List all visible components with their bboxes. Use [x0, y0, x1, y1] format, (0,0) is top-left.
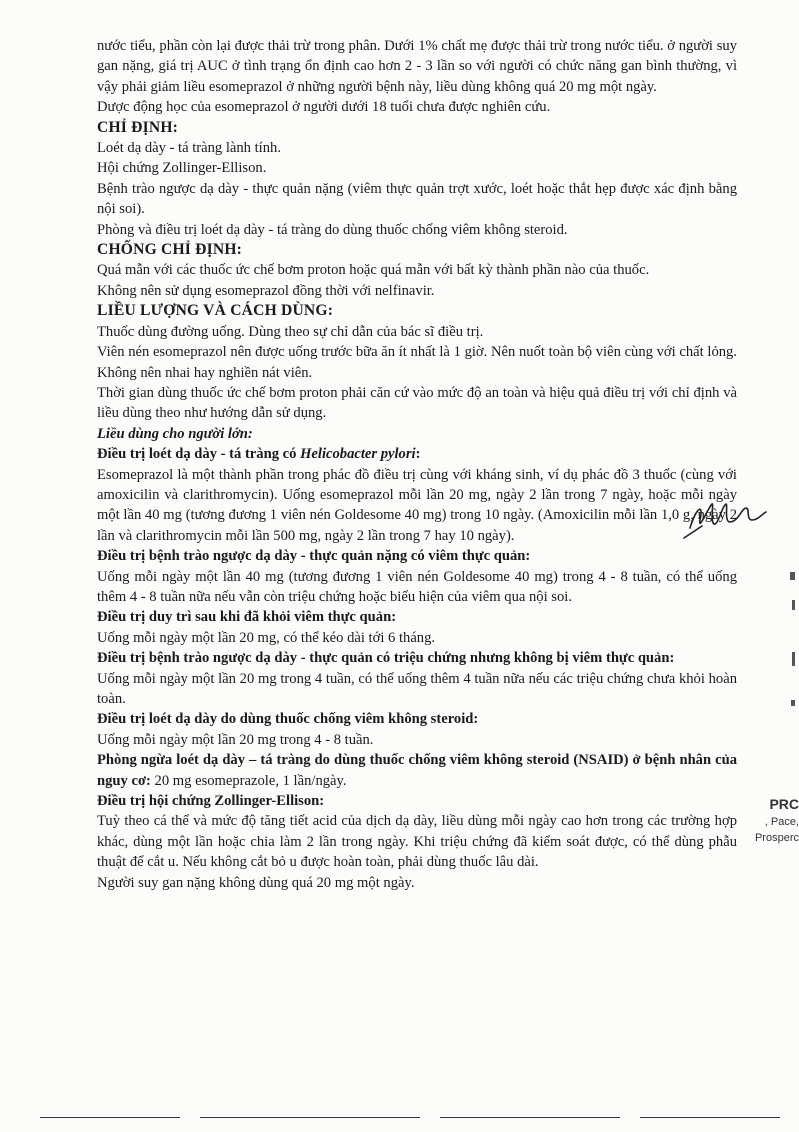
bottom-rule [640, 1117, 780, 1118]
subheading: Điều trị bệnh trào ngược dạ dày - thực quản có triệu chứng nhưng không bị viêm thực quản: [97, 650, 675, 667]
subheading: Điều trị duy trì sau khi đã khỏi viêm thực quản: [97, 609, 397, 626]
species-name: Helicobacter pylori [300, 446, 416, 463]
paragraph: Thuốc dùng đường uống. Dùng theo sự chỉ dẫn của bác sĩ điều trị. [97, 323, 484, 340]
paragraph: Người suy gan nặng không dùng quá 20 mg một ngày. [97, 874, 415, 891]
edge-mark [792, 600, 795, 610]
subheading: Điều trị loét dạ dày do dùng thuốc chống viêm không steroid: [97, 711, 479, 728]
bottom-rule [440, 1117, 620, 1118]
paragraph: Uống mỗi ngày một lần 20 mg trong 4 tuần, có thể uống thêm 4 tuần nữa nếu các triệu chứng chưa khỏi hoàn toàn. [97, 670, 737, 707]
bottom-rule [200, 1117, 420, 1118]
edge-text-1: PRC [769, 796, 799, 812]
paragraph: Uống mỗi ngày một lần 20 mg, có thể kéo dài tới 6 tháng. [97, 629, 436, 646]
paragraph: Phòng và điều trị loét dạ dày - tá tràng do dùng thuốc chống viêm không steroid. [97, 221, 568, 238]
paragraph: Dược động học của esomeprazol ở người dưới 18 tuổi chưa được nghiên cứu. [97, 99, 551, 116]
paragraph: Loét dạ dày - tá tràng lành tính. [97, 140, 281, 157]
section-heading: LIỀU LƯỢNG VÀ CÁCH DÙNG: [97, 302, 334, 320]
paragraph: Esomeprazol là một thành phần trong phác đồ điều trị cùng với kháng sinh, ví dụ phác đồ 3 thuốc (cùng với amoxicilin và clarithromycin). Uống esomeprazol mỗi lần 20 mg, ngày 2 lần trong 7 ngày, hoặc mỗi ngày một lần 40 mg (tương đương 1 viên nén Goldesome 40 mg) trong 10 ngày. (Amoxicilin mỗi lần 1,0 g, ngày 2 lần và clarithromycin mỗi lần 500 mg, ngày 2 lần trong 7 hay 10 ngày). [97, 466, 737, 544]
paragraph-rest: 20 mg esomeprazole, 1 lần/ngày. [150, 772, 347, 789]
paragraph: Uống mỗi ngày một lần 40 mg (tương đương 1 viên nén Goldesome 40 mg) trong 4 - 8 tuần, có thể uống thêm 4 - 8 tuần nữa nếu vẫn còn triệu chứng hoặc biểu hiện của viêm qua nội soi. [97, 568, 737, 605]
edge-text-3: Prosperc [754, 832, 799, 844]
mixed-paragraph [97, 750, 737, 791]
paragraph: Viên nén esomeprazol nên được uống trước bữa ăn ít nhất là 1 giờ. Nên nuốt toàn bộ viên cùng với chất lỏng. Không nên nhai hay nghiền nát viên. [97, 344, 737, 381]
paragraph: Uống mỗi ngày một lần 20 mg trong 4 - 8 tuần. [97, 731, 374, 748]
subheading: Điều trị loét dạ dày - tá tràng có Helicobacter pylori: [97, 446, 421, 463]
paragraph: Thời gian dùng thuốc ức chế bơm proton phải căn cứ vào mức độ an toàn và hiệu quả điều trị với chỉ định và liều dùng theo như hướng dẫn sử dụng. [97, 384, 737, 422]
section-heading: CHỈ ĐỊNH: [97, 118, 179, 136]
paragraph: Quá mẫn với các thuốc ức chế bơm proton hoặc quá mẫn với bất kỳ thành phần nào của thuốc. [97, 262, 650, 279]
document-body [97, 36, 737, 893]
italic-subheading: Liều dùng cho người lớn: [97, 425, 253, 442]
edge-text-2: , Pace, [764, 816, 799, 828]
bold-lead: Phòng ngừa loét dạ dày – tá tràng do dùng thuốc chống viêm không steroid (NSAID) ở bệnh nhân của nguy cơ: [97, 752, 737, 789]
paragraph: Bệnh trào ngược dạ dày - thực quản nặng (viêm thực quản trợt xước, loét hoặc thắt hẹp được xác định bằng nội soi). [97, 180, 737, 218]
paragraph: nước tiểu, phần còn lại được thải trừ trong phân. Dưới 1% chất mẹ được thải trừ trong nước tiểu. ở người suy gan nặng, giá trị AUC ở tình trạng ổn định cao hơn 2 - 3 lần so với người có chức năng gan bình thường, vì vậy phải giảm liều esomeprazol ở những người bệnh này, liều dùng không quá 20 mg một ngày. [97, 38, 737, 95]
subheading: Điều trị bệnh trào ngược dạ dày - thực quản nặng có viêm thực quản: [97, 548, 531, 565]
subheading: Điều trị hội chứng Zollinger-Ellison: [97, 793, 325, 810]
bottom-rule [40, 1117, 180, 1118]
edge-mark [792, 652, 795, 666]
paragraph: Hội chứng Zollinger-Ellison. [97, 160, 267, 177]
section-heading: CHỐNG CHỈ ĐỊNH: [97, 241, 243, 259]
paragraph: Tuỳ theo cá thể và mức độ tăng tiết acid của dịch dạ dày, liều dùng mỗi ngày cao hơn trong các trường hợp khác, dùng một lần hoặc chia làm 2 lần trong ngày. Khi triệu chứng đã kiểm soát được, có thể dùng phẫu thuật để cắt u. Nếu không cắt bỏ u được hoàn toàn, phải dùng thuốc lâu dài. [97, 813, 737, 871]
edge-mark [791, 700, 795, 706]
edge-mark [790, 572, 795, 580]
paragraph: Không nên sử dụng esomeprazol đồng thời với nelfinavir. [97, 282, 435, 299]
signature-mark [680, 498, 770, 544]
